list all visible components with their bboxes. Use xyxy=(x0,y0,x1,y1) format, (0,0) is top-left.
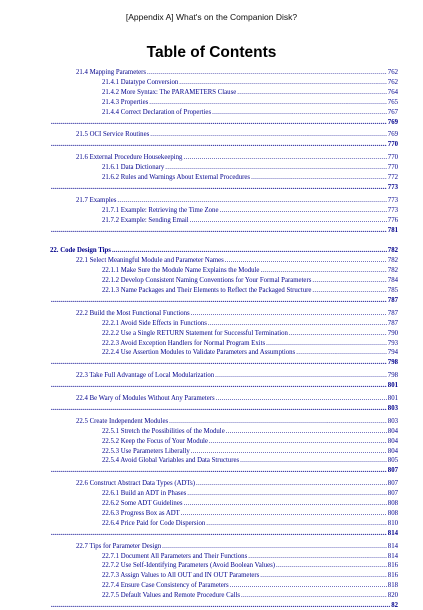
toc-entry-title: 22.1 Select Meaningful Module and Parameter Names xyxy=(76,257,224,265)
toc-leader-dots xyxy=(51,296,387,305)
toc-entry[interactable] xyxy=(76,256,398,265)
toc-leader-dots xyxy=(260,571,387,580)
toc-entry[interactable] xyxy=(50,246,398,255)
toc-page-number: 782 xyxy=(387,257,398,265)
toc-entry[interactable] xyxy=(102,266,398,275)
toc-entry-title: 21.4 Mapping Parameters xyxy=(76,69,147,76)
toc-leader-dots xyxy=(112,246,387,255)
toc-entry-title: 22.5.2 Keep the Focus of Your Module xyxy=(102,437,208,445)
toc-entry[interactable] xyxy=(102,499,398,508)
toc-entry-title: 21.6.2 Rules and Warnings About External Procedures xyxy=(102,174,251,181)
toc-leader-dots xyxy=(215,371,387,380)
toc-page-number: 770 xyxy=(387,154,398,162)
toc-entry-title: 22.7 Tips for Parameter Design xyxy=(76,542,162,550)
toc-entry[interactable] xyxy=(102,319,398,328)
toc-page-number: 814 xyxy=(387,542,398,550)
toc-section-rule[interactable] xyxy=(50,381,398,390)
toc-leader-dots xyxy=(181,509,387,518)
toc-entry[interactable] xyxy=(102,519,398,528)
toc-page-number: 773 xyxy=(387,183,398,191)
toc-leader-dots xyxy=(191,447,387,456)
toc-section-rule[interactable] xyxy=(50,601,398,610)
toc-entry-title: 22.6.1 Build an ADT in Phases xyxy=(102,490,187,498)
toc-entry-title: 22.6 Construct Abstract Data Types (ADTs) xyxy=(76,480,195,488)
toc-entry-title: 22.7.2 Use Self-Identifying Parameters (Avoid Boolean Values) xyxy=(102,562,276,570)
toc-section-rule[interactable] xyxy=(50,529,398,538)
toc-page-number: 816 xyxy=(387,562,398,570)
toc-page-number: 803 xyxy=(387,404,398,412)
toc-section-rule[interactable] xyxy=(50,358,398,367)
toc-entry-title: 21.7.1 Example: Retrieving the Time Zone xyxy=(102,206,219,214)
toc-leader-dots xyxy=(150,130,387,139)
toc-entry-title: 22.5.1 Stretch the Possibilities of the Module xyxy=(102,427,225,435)
toc-page-number: 787 xyxy=(387,319,398,327)
toc-page-number: 782 xyxy=(387,247,398,255)
toc-entry-title: 22.5.4 Avoid Global Variables and Data Structures xyxy=(102,457,240,465)
toc-page-number: 808 xyxy=(387,500,398,507)
toc-leader-dots xyxy=(51,226,387,235)
running-header: [Appendix A] What's on the Companion Disk? xyxy=(125,12,298,22)
toc-leader-dots xyxy=(219,206,386,215)
toc-leader-dots xyxy=(187,489,387,498)
toc-entry-title: 21.6 External Procedure Housekeeping xyxy=(76,154,183,162)
toc-page-number: 808 xyxy=(387,509,398,517)
toc-entry[interactable] xyxy=(102,78,398,87)
toc-page-number: 790 xyxy=(387,329,398,337)
toc-page-number: 804 xyxy=(387,437,398,445)
toc-entry[interactable] xyxy=(102,88,398,97)
toc-entry-title: 22.2 Build the Most Functional Functions xyxy=(76,309,190,317)
toc-entry[interactable] xyxy=(76,130,398,139)
toc-page-number: 820 xyxy=(387,592,398,600)
toc-leader-dots xyxy=(209,437,387,446)
toc-section-rule[interactable] xyxy=(50,226,398,235)
toc-page-number: 787 xyxy=(387,296,398,304)
toc-leader-dots xyxy=(165,163,387,172)
toc-entry[interactable] xyxy=(102,98,398,107)
toc-entry[interactable] xyxy=(102,437,398,446)
toc-entry-title: 21.5 OCI Service Routines xyxy=(76,131,150,139)
toc-page-number: 814 xyxy=(387,529,398,537)
toc-section-rule[interactable] xyxy=(50,466,398,475)
toc-entry-title: 22.7.5 Default Values and Remote Procedure Calls xyxy=(102,592,241,600)
toc-leader-dots xyxy=(296,348,387,357)
toc-section-rule[interactable] xyxy=(50,118,398,127)
toc-leader-dots xyxy=(51,466,387,475)
toc-entry[interactable] xyxy=(102,489,398,498)
toc-page-number: 807 xyxy=(387,467,398,475)
toc-page-number: 807 xyxy=(387,490,398,498)
toc-leader-dots xyxy=(51,404,387,413)
toc-leader-dots xyxy=(147,68,387,77)
toc-entry-title: 22.5.3 Use Parameters Liberally xyxy=(102,447,190,455)
toc-entry[interactable] xyxy=(102,163,398,172)
toc-page-number: 794 xyxy=(387,349,398,357)
toc-entry-title: 22.1.3 Name Packages and Their Elements to Reflect the Packaged Structure xyxy=(102,287,312,294)
toc-entry[interactable] xyxy=(102,173,398,182)
toc-page-number: 769 xyxy=(387,131,398,139)
toc-page-number: 772 xyxy=(387,174,398,181)
toc-page-number: 798 xyxy=(387,359,398,367)
toc-leader-dots xyxy=(208,319,387,328)
toc-section-rule[interactable] xyxy=(50,404,398,413)
toc-entry[interactable] xyxy=(102,561,398,570)
toc-entry[interactable] xyxy=(102,591,398,600)
toc-entry-title: 22.5 Create Independent Modules xyxy=(76,417,169,425)
toc-page-number: 781 xyxy=(387,226,398,234)
toc-leader-dots xyxy=(216,394,387,403)
toc-entry-title: 22.6.3 Progress Box as ADT xyxy=(102,509,180,517)
toc-entry-title: 21.4.4 Correct Declaration of Properties xyxy=(102,108,212,116)
toc-entry[interactable] xyxy=(76,479,398,488)
toc-entry-title: 22.2.3 Avoid Exception Handlers for Normal Program Exits xyxy=(102,339,266,347)
toc-leader-dots xyxy=(183,153,386,162)
toc-leader-dots xyxy=(184,499,387,508)
toc-page-number: 776 xyxy=(387,216,398,224)
toc-page-number: 773 xyxy=(387,196,398,204)
toc-section-rule[interactable] xyxy=(50,183,398,192)
toc-leader-dots xyxy=(162,542,387,551)
toc-entry-title: 22.1.1 Make Sure the Module Name Explains the Module xyxy=(102,267,260,275)
toc-entry[interactable] xyxy=(76,196,398,205)
toc-entry[interactable] xyxy=(76,394,398,403)
toc-entry[interactable] xyxy=(76,542,398,551)
toc-leader-dots xyxy=(196,479,387,488)
toc-entry[interactable] xyxy=(76,68,398,77)
toc-page-number: 765 xyxy=(387,98,398,106)
toc-leader-dots xyxy=(226,427,387,436)
toc-entry-title: 22.7.3 Assign Values to All OUT and IN OUT Parameters xyxy=(102,572,260,580)
toc-entry-title: 22.2.4 Use Assertion Modules to Validate Parameters and Assumptions xyxy=(102,349,296,357)
toc-leader-dots xyxy=(206,519,387,528)
toc-entry[interactable] xyxy=(102,571,398,580)
toc-leader-dots xyxy=(191,309,387,318)
toc-page-number: 814 xyxy=(387,552,398,560)
toc-entry-title: 21.7.2 Example: Sending Email xyxy=(102,216,189,224)
toc-leader-dots xyxy=(51,118,387,127)
toc-page-number: 762 xyxy=(387,78,398,86)
toc-page-number: 762 xyxy=(387,69,398,76)
toc-entry-title: 21.6.1 Data Dictionary xyxy=(102,164,165,172)
toc-page-number: 803 xyxy=(387,417,398,425)
toc-page-number: 818 xyxy=(387,582,398,590)
toc-entry[interactable] xyxy=(102,108,398,117)
toc-entry-title: 22.6.4 Price Paid for Code Dispersion xyxy=(102,519,206,527)
toc-entry-title: 22.3 Take Full Advantage of Local Modularization xyxy=(76,372,215,380)
toc-entry-title: 22.2.1 Avoid Side Effects in Functions xyxy=(102,319,207,327)
toc-section-rule[interactable] xyxy=(50,140,398,149)
toc-page-number: 764 xyxy=(387,88,398,96)
toc-entry-title: 22.7.4 Ensure Case Consistency of Parameters xyxy=(102,582,229,590)
toc-entry[interactable] xyxy=(102,427,398,436)
toc-page-number: 801 xyxy=(387,382,398,390)
toc-entry[interactable] xyxy=(102,456,398,465)
toc-entry[interactable] xyxy=(102,552,398,561)
toc-leader-dots xyxy=(260,266,386,275)
toc-page-number: 770 xyxy=(387,141,398,149)
toc-entry-title: 22.4 Be Wary of Modules Without Any Parameters xyxy=(76,395,215,402)
toc-entry[interactable] xyxy=(102,581,398,590)
toc-entry[interactable] xyxy=(102,206,398,215)
toc-entry-title: 22.2.2 Use a Single RETURN Statement for Successful Termination xyxy=(102,329,288,337)
toc-entry[interactable] xyxy=(102,509,398,518)
toc-entry[interactable] xyxy=(76,417,398,426)
toc-leader-dots xyxy=(51,381,387,390)
toc-entry[interactable] xyxy=(102,329,398,338)
toc-entry[interactable] xyxy=(102,339,398,348)
toc-page-number: 810 xyxy=(387,519,398,527)
toc-page-number: 804 xyxy=(387,447,398,455)
toc-page-number: 787 xyxy=(387,309,398,317)
toc-entry[interactable] xyxy=(76,153,398,162)
toc-page-number: 793 xyxy=(387,339,398,347)
toc-page-number: 816 xyxy=(387,572,398,580)
toc-leader-dots xyxy=(51,529,387,538)
toc-page-number: 82 xyxy=(391,602,398,609)
toc-leader-dots xyxy=(169,417,387,426)
toc-entry[interactable] xyxy=(102,216,398,225)
toc-page-number: 804 xyxy=(387,427,398,435)
toc-entry-title: 21.4.1 Datatype Conversion xyxy=(102,78,179,86)
toc-entry-title: 22. Code Design Tips xyxy=(50,247,111,255)
toc-leader-dots xyxy=(241,591,387,600)
toc-page-number: 784 xyxy=(387,277,398,285)
toc-page-number: 785 xyxy=(387,287,398,294)
toc-page-number: 798 xyxy=(387,372,398,380)
page-title: Table of Contents xyxy=(146,44,277,61)
toc-leader-dots xyxy=(179,78,387,87)
toc-entry[interactable] xyxy=(102,447,398,456)
toc-entry[interactable] xyxy=(76,309,398,318)
toc-page-number: 805 xyxy=(387,457,398,465)
toc-leader-dots xyxy=(149,98,387,107)
toc-leader-dots xyxy=(190,216,387,225)
toc-section-rule[interactable] xyxy=(50,296,398,305)
toc-leader-dots xyxy=(312,286,386,295)
toc-page-number: 773 xyxy=(387,206,398,214)
toc-leader-dots xyxy=(230,581,387,590)
toc-page-number: 767 xyxy=(387,108,398,116)
toc-leader-dots xyxy=(237,88,387,97)
toc-page-number: 769 xyxy=(387,118,398,126)
toc-entry[interactable] xyxy=(102,348,398,357)
toc-entry-title: 22.7.1 Document All Parameters and Their Functions xyxy=(102,552,248,560)
toc-leader-dots xyxy=(240,456,387,465)
toc-page-number: 782 xyxy=(387,267,398,275)
toc-leader-dots xyxy=(276,561,387,570)
toc-entry[interactable] xyxy=(102,286,398,295)
toc-page-number: 807 xyxy=(387,480,398,488)
toc-leader-dots xyxy=(212,108,387,117)
toc-leader-dots xyxy=(248,552,387,561)
toc-entry-title: 22.1.2 Develop Consistent Naming Conventions for Your Formal Parameters xyxy=(102,277,312,285)
toc-page-number: 801 xyxy=(387,395,398,402)
toc-entry-title: 21.4.2 More Syntax: The PARAMETERS Clause xyxy=(102,88,237,96)
toc-leader-dots xyxy=(225,256,387,265)
toc-page-number: 770 xyxy=(387,164,398,172)
toc-entry-title: 21.4.3 Properties xyxy=(102,98,149,106)
toc-entry-title: 21.7 Examples xyxy=(76,196,117,204)
toc-entry[interactable] xyxy=(76,371,398,380)
toc-leader-dots xyxy=(289,329,387,338)
toc-leader-dots xyxy=(312,276,386,285)
toc-leader-dots xyxy=(51,601,390,610)
toc-leader-dots xyxy=(51,358,387,367)
toc-leader-dots xyxy=(51,140,387,149)
toc-entry[interactable] xyxy=(102,276,398,285)
toc-leader-dots xyxy=(51,183,387,192)
toc-leader-dots xyxy=(117,196,386,205)
toc-entry-title: 22.6.2 Some ADT Guidelines xyxy=(102,500,183,507)
toc-leader-dots xyxy=(251,173,387,182)
toc-leader-dots xyxy=(266,339,387,348)
